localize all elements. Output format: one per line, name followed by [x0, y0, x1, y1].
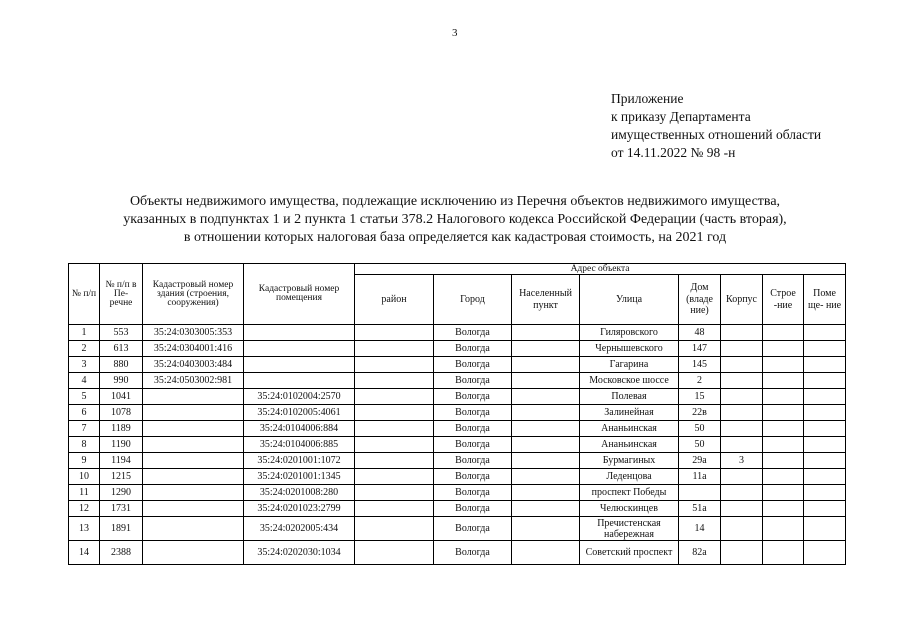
street-cell: Гиляровского [580, 325, 679, 341]
room-cadastral-cell: 35:24:0201001:1345 [244, 469, 355, 485]
num-cell: 1 [69, 325, 100, 341]
street-cell: Московское шоссе [580, 373, 679, 389]
header-room: Поме ще- ние [804, 275, 846, 325]
city-cell: Вологда [434, 485, 512, 501]
street-cell: Бурмагиных [580, 453, 679, 469]
page-number: 3 [452, 27, 458, 39]
house-cell: 11а [679, 469, 721, 485]
list-num-cell: 1189 [100, 421, 143, 437]
header-korpus: Корпус [721, 275, 763, 325]
house-cell: 145 [679, 357, 721, 373]
building-cadastral-cell [143, 421, 244, 437]
stroenie-cell [763, 469, 804, 485]
city-cell: Вологда [434, 421, 512, 437]
room-cell [804, 453, 846, 469]
list-num-cell: 1041 [100, 389, 143, 405]
district-cell [355, 357, 434, 373]
building-cadastral-cell [143, 485, 244, 501]
table-row [69, 501, 846, 517]
table-row [69, 485, 846, 501]
table-row [69, 325, 846, 341]
street-cell: Гагарина [580, 357, 679, 373]
building-cadastral-cell: 35:24:0304001:416 [143, 341, 244, 357]
room-cadastral-cell [244, 373, 355, 389]
room-cell [804, 405, 846, 421]
city-cell: Вологда [434, 469, 512, 485]
header-stroenie: Строе -ние [763, 275, 804, 325]
street-cell: Полевая [580, 389, 679, 405]
num-cell: 9 [69, 453, 100, 469]
header-num: № п/п [69, 264, 100, 325]
list-num-cell: 2388 [100, 541, 143, 565]
district-cell [355, 325, 434, 341]
street-cell: Советский проспект [580, 541, 679, 565]
house-cell: 2 [679, 373, 721, 389]
table-row [69, 405, 846, 421]
room-cadastral-cell [244, 325, 355, 341]
table-body [69, 325, 846, 565]
street-cell: Ананьинская [580, 437, 679, 453]
header-street: Улица [580, 275, 679, 325]
city-cell: Вологда [434, 437, 512, 453]
header-address-group: Адрес объекта [355, 264, 846, 275]
room-cell [804, 389, 846, 405]
num-cell: 5 [69, 389, 100, 405]
room-cell [804, 469, 846, 485]
room-cadastral-cell [244, 357, 355, 373]
settlement-cell [512, 341, 580, 357]
city-cell: Вологда [434, 357, 512, 373]
house-cell: 82а [679, 541, 721, 565]
korpus-cell [721, 357, 763, 373]
district-cell [355, 389, 434, 405]
city-cell: Вологда [434, 541, 512, 565]
header-building-cadastral: Кадастровый номер здания (строения, сооружения) [143, 264, 244, 325]
list-num-cell: 1194 [100, 453, 143, 469]
house-cell: 51а [679, 501, 721, 517]
list-num-cell: 1078 [100, 405, 143, 421]
list-num-cell: 990 [100, 373, 143, 389]
list-num-cell: 613 [100, 341, 143, 357]
house-cell: 147 [679, 341, 721, 357]
district-cell [355, 517, 434, 541]
stroenie-cell [763, 341, 804, 357]
korpus-cell [721, 501, 763, 517]
objects-table [68, 263, 846, 565]
building-cadastral-cell: 35:24:0503002:981 [143, 373, 244, 389]
room-cadastral-cell: 35:24:0201008:280 [244, 485, 355, 501]
room-cell [804, 373, 846, 389]
korpus-cell [721, 517, 763, 541]
num-cell: 13 [69, 517, 100, 541]
appendix-line: Приложение [611, 91, 684, 106]
korpus-cell [721, 389, 763, 405]
korpus-cell [721, 341, 763, 357]
street-cell: Залинейная [580, 405, 679, 421]
korpus-cell [721, 437, 763, 453]
room-cell [804, 517, 846, 541]
house-cell [679, 485, 721, 501]
building-cadastral-cell [143, 469, 244, 485]
building-cadastral-cell: 35:24:0303005:353 [143, 325, 244, 341]
room-cell [804, 541, 846, 565]
table-row [69, 421, 846, 437]
house-cell: 50 [679, 437, 721, 453]
city-cell: Вологда [434, 517, 512, 541]
house-cell: 15 [679, 389, 721, 405]
district-cell [355, 341, 434, 357]
house-cell: 29а [679, 453, 721, 469]
korpus-cell: 3 [721, 453, 763, 469]
settlement-cell [512, 453, 580, 469]
table-row [69, 541, 846, 565]
street-cell: Пречистенская набережная [580, 517, 679, 541]
room-cell [804, 485, 846, 501]
table-row [69, 453, 846, 469]
num-cell: 3 [69, 357, 100, 373]
room-cadastral-cell: 35:24:0201023:2799 [244, 501, 355, 517]
house-cell: 48 [679, 325, 721, 341]
district-cell [355, 501, 434, 517]
district-cell [355, 469, 434, 485]
district-cell [355, 485, 434, 501]
stroenie-cell [763, 517, 804, 541]
settlement-cell [512, 501, 580, 517]
list-num-cell: 1891 [100, 517, 143, 541]
num-cell: 6 [69, 405, 100, 421]
room-cadastral-cell: 35:24:0201001:1072 [244, 453, 355, 469]
stroenie-cell [763, 501, 804, 517]
korpus-cell [721, 405, 763, 421]
korpus-cell [721, 541, 763, 565]
district-cell [355, 437, 434, 453]
room-cadastral-cell: 35:24:0102005:4061 [244, 405, 355, 421]
city-cell: Вологда [434, 501, 512, 517]
list-num-cell: 553 [100, 325, 143, 341]
num-cell: 4 [69, 373, 100, 389]
korpus-cell [721, 373, 763, 389]
appendix-block [611, 90, 821, 162]
room-cell [804, 325, 846, 341]
header-list-num: № п/п в Пе- речне [100, 264, 143, 325]
district-cell [355, 373, 434, 389]
header-house: Дом (владе ние) [679, 275, 721, 325]
appendix-line: имущественных отношений области [611, 127, 822, 142]
house-cell: 22в [679, 405, 721, 421]
city-cell: Вологда [434, 373, 512, 389]
street-cell: Чернышевского [580, 341, 679, 357]
header-room-cadastral: Кадастровый номер помещения [244, 264, 355, 325]
room-cadastral-cell: 35:24:0102004:2570 [244, 389, 355, 405]
building-cadastral-cell [143, 389, 244, 405]
house-cell: 14 [679, 517, 721, 541]
list-num-cell: 880 [100, 357, 143, 373]
settlement-cell [512, 421, 580, 437]
document-title [60, 193, 850, 247]
room-cell [804, 357, 846, 373]
list-num-cell: 1215 [100, 469, 143, 485]
room-cadastral-cell: 35:24:0104006:885 [244, 437, 355, 453]
city-cell: Вологда [434, 341, 512, 357]
settlement-cell [512, 437, 580, 453]
city-cell: Вологда [434, 325, 512, 341]
korpus-cell [721, 469, 763, 485]
list-num-cell: 1190 [100, 437, 143, 453]
num-cell: 14 [69, 541, 100, 565]
num-cell: 10 [69, 469, 100, 485]
district-cell [355, 421, 434, 437]
settlement-cell [512, 541, 580, 565]
num-cell: 12 [69, 501, 100, 517]
room-cadastral-cell: 35:24:0202005:434 [244, 517, 355, 541]
building-cadastral-cell [143, 437, 244, 453]
korpus-cell [721, 421, 763, 437]
table-row [69, 341, 846, 357]
appendix-line: к приказу Департамента [611, 109, 751, 124]
stroenie-cell [763, 421, 804, 437]
street-cell: проспект Победы [580, 485, 679, 501]
room-cell [804, 437, 846, 453]
list-num-cell: 1731 [100, 501, 143, 517]
title-line: Объекты недвижимого имущества, подлежащие исключению из Перечня объектов недвижимого имущества, [129, 194, 781, 209]
stroenie-cell [763, 453, 804, 469]
header-settlement: Населенный пункт [512, 275, 580, 325]
num-cell: 11 [69, 485, 100, 501]
street-cell: Леденцова [580, 469, 679, 485]
header-city: Город [434, 275, 512, 325]
room-cell [804, 341, 846, 357]
table-row [69, 373, 846, 389]
table-row [69, 357, 846, 373]
num-cell: 2 [69, 341, 100, 357]
street-cell: Челюскинцев [580, 501, 679, 517]
building-cadastral-cell [143, 541, 244, 565]
settlement-cell [512, 357, 580, 373]
district-cell [355, 541, 434, 565]
appendix-line: от 14.11.2022 № 98 -н [611, 145, 736, 160]
room-cell [804, 501, 846, 517]
room-cadastral-cell [244, 341, 355, 357]
num-cell: 7 [69, 421, 100, 437]
room-cell [804, 421, 846, 437]
settlement-cell [512, 485, 580, 501]
header-row [69, 264, 846, 275]
city-cell: Вологда [434, 453, 512, 469]
room-cadastral-cell: 35:24:0104006:884 [244, 421, 355, 437]
stroenie-cell [763, 485, 804, 501]
street-cell: Ананьинская [580, 421, 679, 437]
title-line: в отношении которых налоговая база определяется как кадастровая стоимость, на 2021 год [183, 230, 727, 245]
district-cell [355, 405, 434, 421]
settlement-cell [512, 373, 580, 389]
settlement-cell [512, 517, 580, 541]
building-cadastral-cell: 35:24:0403003:484 [143, 357, 244, 373]
settlement-cell [512, 325, 580, 341]
building-cadastral-cell [143, 501, 244, 517]
settlement-cell [512, 405, 580, 421]
city-cell: Вологда [434, 405, 512, 421]
stroenie-cell [763, 389, 804, 405]
building-cadastral-cell [143, 405, 244, 421]
table-row [69, 389, 846, 405]
room-cadastral-cell: 35:24:0202030:1034 [244, 541, 355, 565]
settlement-cell [512, 469, 580, 485]
city-cell: Вологда [434, 389, 512, 405]
stroenie-cell [763, 373, 804, 389]
title-line: указанных в подпунктах 1 и 2 пункта 1 статьи 378.2 Налогового кодекса Российской Федерации (часть вторая), [123, 212, 787, 227]
building-cadastral-cell [143, 453, 244, 469]
korpus-cell [721, 325, 763, 341]
stroenie-cell [763, 357, 804, 373]
stroenie-cell [763, 325, 804, 341]
header-district: район [355, 275, 434, 325]
table-row [69, 437, 846, 453]
num-cell: 8 [69, 437, 100, 453]
list-num-cell: 1290 [100, 485, 143, 501]
building-cadastral-cell [143, 517, 244, 541]
table-row [69, 517, 846, 541]
settlement-cell [512, 389, 580, 405]
korpus-cell [721, 485, 763, 501]
table-row [69, 469, 846, 485]
stroenie-cell [763, 437, 804, 453]
stroenie-cell [763, 541, 804, 565]
stroenie-cell [763, 405, 804, 421]
house-cell: 50 [679, 421, 721, 437]
district-cell [355, 453, 434, 469]
